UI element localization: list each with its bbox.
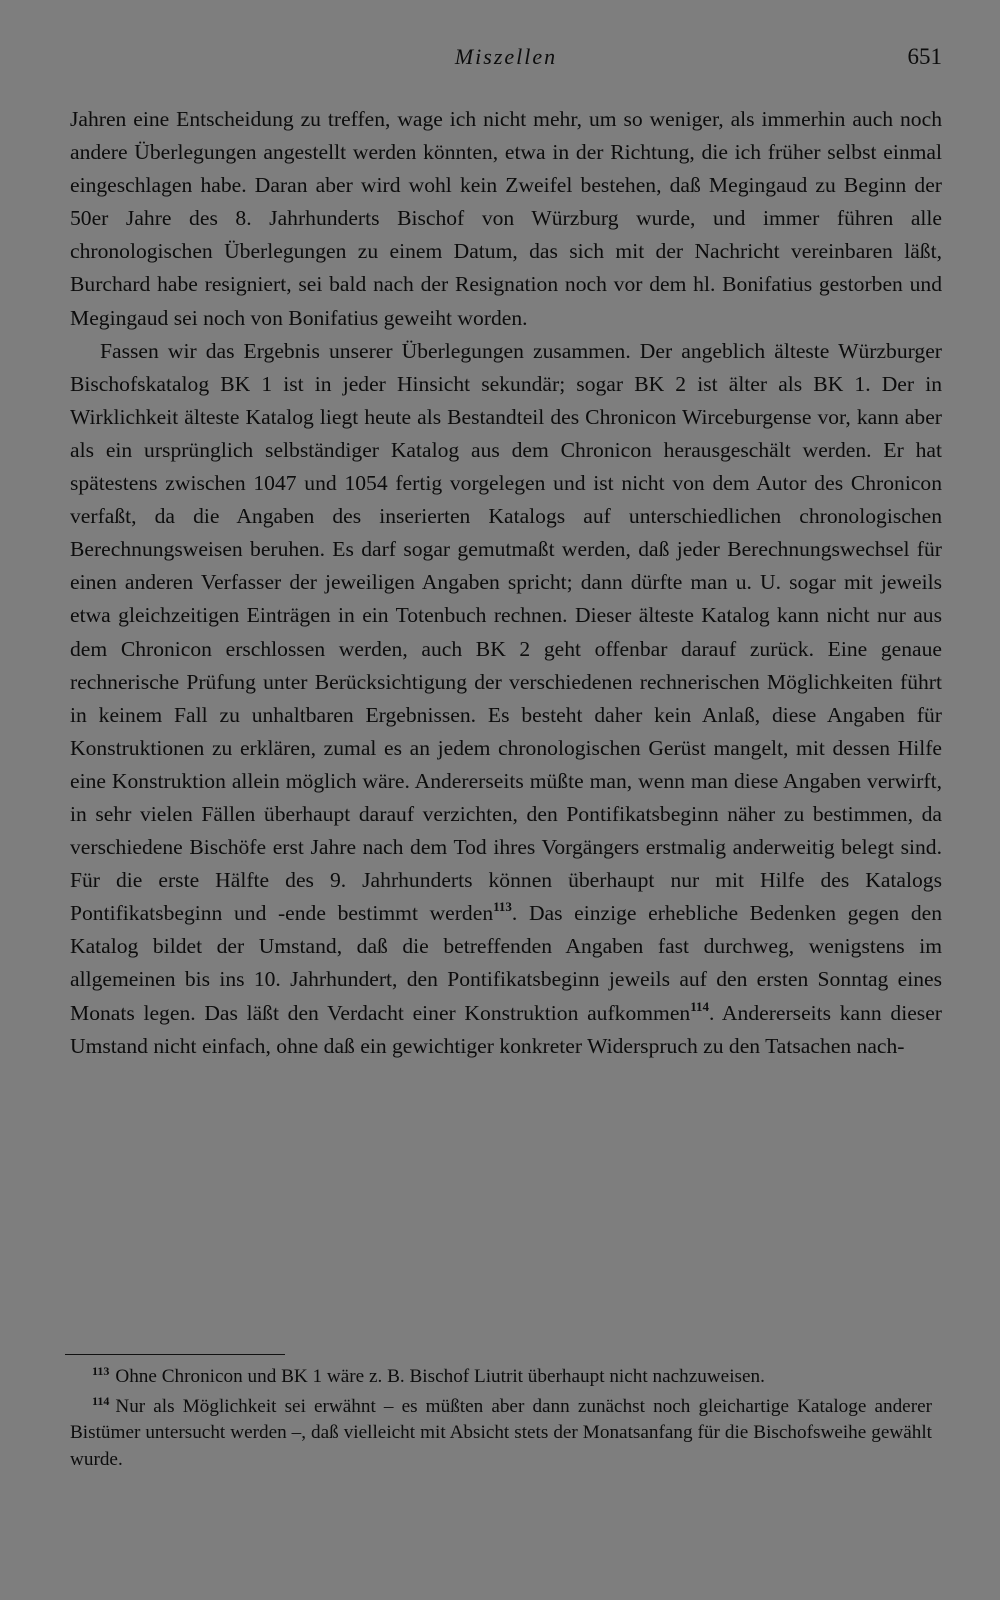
footnote-text: Ohne Chronicon und BK 1 wäre z. B. Bischof Liutrit überhaupt nicht nachzuweisen.: [115, 1366, 765, 1387]
footnote-divider: [65, 1354, 285, 1355]
page-header: [70, 44, 942, 80]
paragraph-2-part-3: . Andererseits kann dieser Umstand nicht einfach, ohne daß ein gewichtiger konkreter Widerspruch zu den Tatsachen nach-: [70, 1000, 942, 1058]
footnote-number: 113: [92, 1364, 110, 1378]
footnotes: [70, 1364, 932, 1477]
page-number: 651: [907, 44, 942, 69]
footnote-reference-113: 113: [493, 899, 512, 915]
paragraph-2: [70, 335, 942, 1063]
main-text: [70, 103, 942, 1063]
footnote-114: [70, 1394, 932, 1473]
running-title: Miszellen: [454, 44, 558, 69]
footnote-text: Nur als Möglichkeit sei erwähnt – es müßten aber dann zunächst noch gleichartige Kataloge anderer Bistümer untersucht werden –, daß vielleicht mit Absicht stets der Monatsanfang für die Bischofsweihe gewählt wurde.: [70, 1396, 932, 1470]
paragraph-1: Jahren eine Entscheidung zu treffen, wage ich nicht mehr, um so weniger, als immerhin auch noch andere Überlegungen angestellt werden könnten, etwa in der Richtung, die ich früher selbst einmal eingeschlagen habe. Daran aber wird wohl kein Zweifel bestehen, daß Megingaud zu Beginn der 50er Jahre des 8. Jahrhunderts Bischof von Würzburg wurde, und immer führen alle chronologischen Überlegungen zu einem Datum, das sich mit der Nachricht vereinbaren läßt, Burchard habe resigniert, sei bald nach der Resignation noch vor dem hl. Bonifatius gestorben und Megingaud sei noch von Bonifatius geweiht worden.: [70, 107, 942, 330]
footnote-113: [70, 1364, 932, 1390]
footnote-reference-114: 114: [690, 998, 710, 1014]
paragraph-2-part-1: Fassen wir das Ergebnis unserer Überlegungen zusammen. Der angeblich älteste Würzburger Bischofskatalog BK 1 ist in jeder Hinsicht sekundär; sogar BK 2 ist älter als BK 1. Der in Wirklichkeit älteste Katalog liegt heute als Bestandteil des Chronicon Wirceburgense vor, kann aber als ein ursprünglich selbständiger Katalog aus dem Chronicon herausgeschält werden. Er hat spätestens zwischen 1047 und 1054 fertig vorgelegen und ist nicht von dem Autor des Chronicon verfaßt, da die Angaben des inserierten Katalogs auf unterschiedlichen chronologischen Berechnungsweisen beruhen. Es darf sogar gemutmaßt werden, daß jeder Berechnungswechsel für einen anderen Verfasser der jeweiligen Angaben spricht; dann dürfte man u. U. sogar mit jeweils etwa gleichzeitigen Einträgen in ein Totenbuch rechnen. Dieser älteste Katalog kann nicht nur aus dem Chronicon erschlossen werden, auch BK 2 geht offenbar darauf zurück. Eine genaue rechnerische Prüfung unter Berücksichtigung der verschiedenen rechnerischen Möglichkeiten führt in keinem Fall zu unhaltbaren Ergebnissen. Es besteht daher kein Anlaß, diese Angaben für Konstruktionen zu erklären, zumal es an jedem chronologischen Gerüst mangelt, mit dessen Hilfe eine Konstruktion allein möglich wäre. Andererseits müßte man, wenn man diese Angaben verwirft, in sehr vielen Fällen überhaupt darauf verzichten, den Pontifikatsbeginn näher zu bestimmen, da verschiedene Bischöfe erst Jahre nach dem Tod ihres Vorgängers erstmalig anderweitig belegt sind. Für die erste Hälfte des 9. Jahrhunderts können überhaupt nur mit Hilfe des Katalogs Pontifikatsbeginn und -ende bestimmt werden: [70, 338, 942, 926]
paragraph-2-part-2: . Das einzige erhebliche Bedenken gegen den Katalog bildet der Umstand, daß die betreffenden Angaben fast durchweg, wenigstens im allgemeinen bis ins 10. Jahrhundert, den Pontifikatsbeginn jeweils auf den ersten Sonntag eines Monats legen. Das läßt den Verdacht einer Konstruktion aufkommen: [70, 901, 942, 1025]
footnote-number: 114: [92, 1394, 110, 1409]
